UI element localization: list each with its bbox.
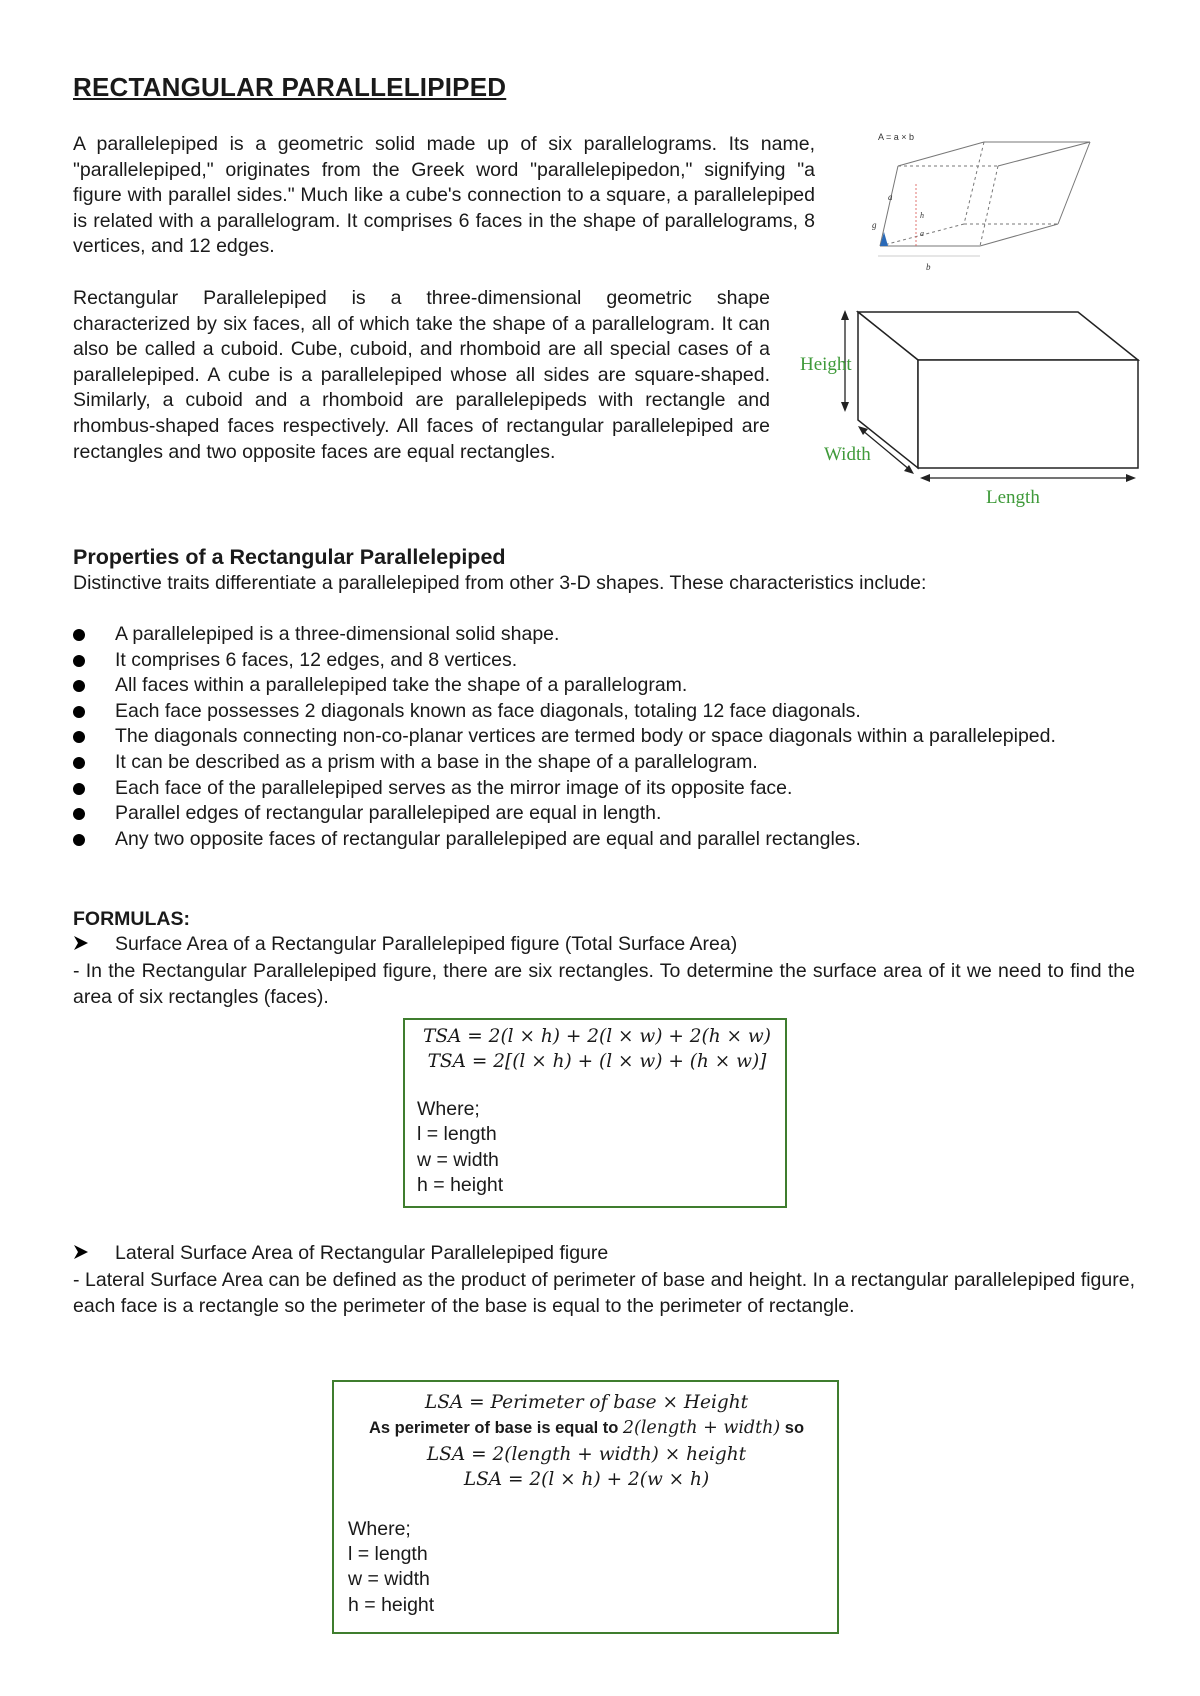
svg-text:a: a <box>920 229 924 238</box>
properties-intro: Distinctive traits differentiate a parallelepiped from other 3-D shapes. These characteristics include: <box>73 572 927 594</box>
tsa-formula-box <box>403 1018 787 1208</box>
definition-width: w = width <box>348 1568 430 1591</box>
lsa-equation: LSA = Perimeter of base × Height <box>424 1392 749 1413</box>
intro-paragraph: A parallelepiped is a geometric solid made up of six parallelograms. Its name, "parallelepiped," originates from the Greek word "parallelepipedon," signifying "a figure with parallel sides." Much like a cube's connection to a square, a parallelepiped is related with a parallelogram. It comprises 6 faces in the shape of parallelograms, 8 vertices, and 12 edges. <box>73 133 815 258</box>
where-label: Where; <box>417 1097 480 1120</box>
list-item: Each face possesses 2 diagonals known as face diagonals, totaling 12 face diagonals. <box>73 699 1135 725</box>
bullet-icon <box>73 757 85 769</box>
properties-list <box>73 622 1135 852</box>
where-label: Where; <box>348 1517 411 1540</box>
bullet-icon <box>73 834 85 846</box>
definition-height: h = height <box>417 1174 504 1197</box>
list-item: It comprises 6 faces, 12 edges, and 8 vertices. <box>73 648 1135 674</box>
properties-heading: Properties of a Rectangular Parallelepiped <box>73 545 506 569</box>
tsa-description: - In the Rectangular Parallelepiped figure, there are six rectangles. To determine the surface area of it we need to find the area of six rectangles (faces). <box>73 960 1135 1008</box>
list-item: A parallelepiped is a three-dimensional solid shape. <box>73 622 1135 648</box>
width-label: Width <box>824 444 871 465</box>
svg-text:h: h <box>920 211 924 220</box>
svg-text:g: g <box>872 220 877 230</box>
bullet-icon <box>73 808 85 820</box>
list-item: It can be described as a prism with a base in the shape of a parallelogram. <box>73 750 1135 776</box>
height-label: Height <box>800 354 852 375</box>
bullet-icon <box>73 706 85 718</box>
bullet-icon <box>73 655 85 667</box>
lsa-description: - Lateral Surface Area can be defined as the product of perimeter of base and height. In a rectangular parallelepiped figure, each face is a rectangle so the perimeter of the base is equal to the perimeter of rectangle. <box>73 1269 1135 1317</box>
length-label: Length <box>986 487 1040 508</box>
list-item: Parallel edges of rectangular parallelepiped are equal in length. <box>73 801 1135 827</box>
lsa-title: Lateral Surface Area of Rectangular Parallelepiped figure <box>73 1242 608 1265</box>
parallelepiped-figure <box>868 128 1104 284</box>
svg-text:a: a <box>888 192 893 202</box>
svg-text:b: b <box>926 262 931 272</box>
definition-height: h = height <box>348 1593 435 1616</box>
list-item: All faces within a parallelepiped take the shape of a parallelogram. <box>73 673 1135 699</box>
bullet-icon <box>73 629 85 641</box>
definition-length: l = length <box>417 1123 497 1146</box>
page-title: RECTANGULAR PARALLELIPIPED <box>73 72 507 102</box>
formulas-heading: FORMULAS: <box>73 908 190 930</box>
list-item: Each face of the parallelepiped serves as the mirror image of its opposite face. <box>73 776 1135 802</box>
definition-paragraph: Rectangular Parallelepiped is a three-dimensional geometric shape characterized by six faces, all of which take the shape of a parallelogram. It can also be called a cuboid. Cube, cuboid, and rhomboid are all special cases of a parallelepiped. A cube is a parallelepiped whose all sides are square-shaped. Similarly, a cuboid and a rhomboid are parallelepipeds with rectangle and rhombus-shaped faces respectively. All faces of rectangular parallelepiped are rectangles and two opposite faces are equal rectangles. <box>73 287 770 463</box>
tsa-equation-factored: TSA = 2[(l × h) + (l × w) + (h × w)] <box>427 1051 767 1073</box>
bullet-icon <box>73 783 85 795</box>
lsa-equation-expanded: LSA = 2(length + width) × height <box>426 1443 747 1465</box>
lsa-perimeter-note: As perimeter of base is equal to 2(length + width) so <box>368 1418 805 1439</box>
tsa-title: Surface Area of a Rectangular Parallelepiped figure (Total Surface Area) <box>73 933 737 956</box>
tsa-equation: TSA = 2(l × h) + 2(l × w) + 2(h × w) <box>423 1026 771 1047</box>
figure-area-label: A = a × b <box>878 132 915 142</box>
definition-length: l = length <box>348 1543 428 1566</box>
list-item: Any two opposite faces of rectangular parallelepiped are equal and parallel rectangles. <box>73 827 1135 853</box>
bullet-icon <box>73 731 85 743</box>
arrowhead-bullet-icon <box>73 1244 89 1260</box>
list-item: The diagonals connecting non-co-planar vertices are termed body or space diagonals within a parallelepiped. <box>73 724 1135 750</box>
lsa-equation-short: LSA = 2(l × h) + 2(w × h) <box>463 1469 710 1491</box>
bullet-icon <box>73 680 85 692</box>
cuboid-figure <box>800 300 1140 510</box>
lsa-formula-box <box>332 1380 839 1634</box>
arrowhead-bullet-icon <box>73 935 89 951</box>
definition-width: w = width <box>417 1148 499 1171</box>
